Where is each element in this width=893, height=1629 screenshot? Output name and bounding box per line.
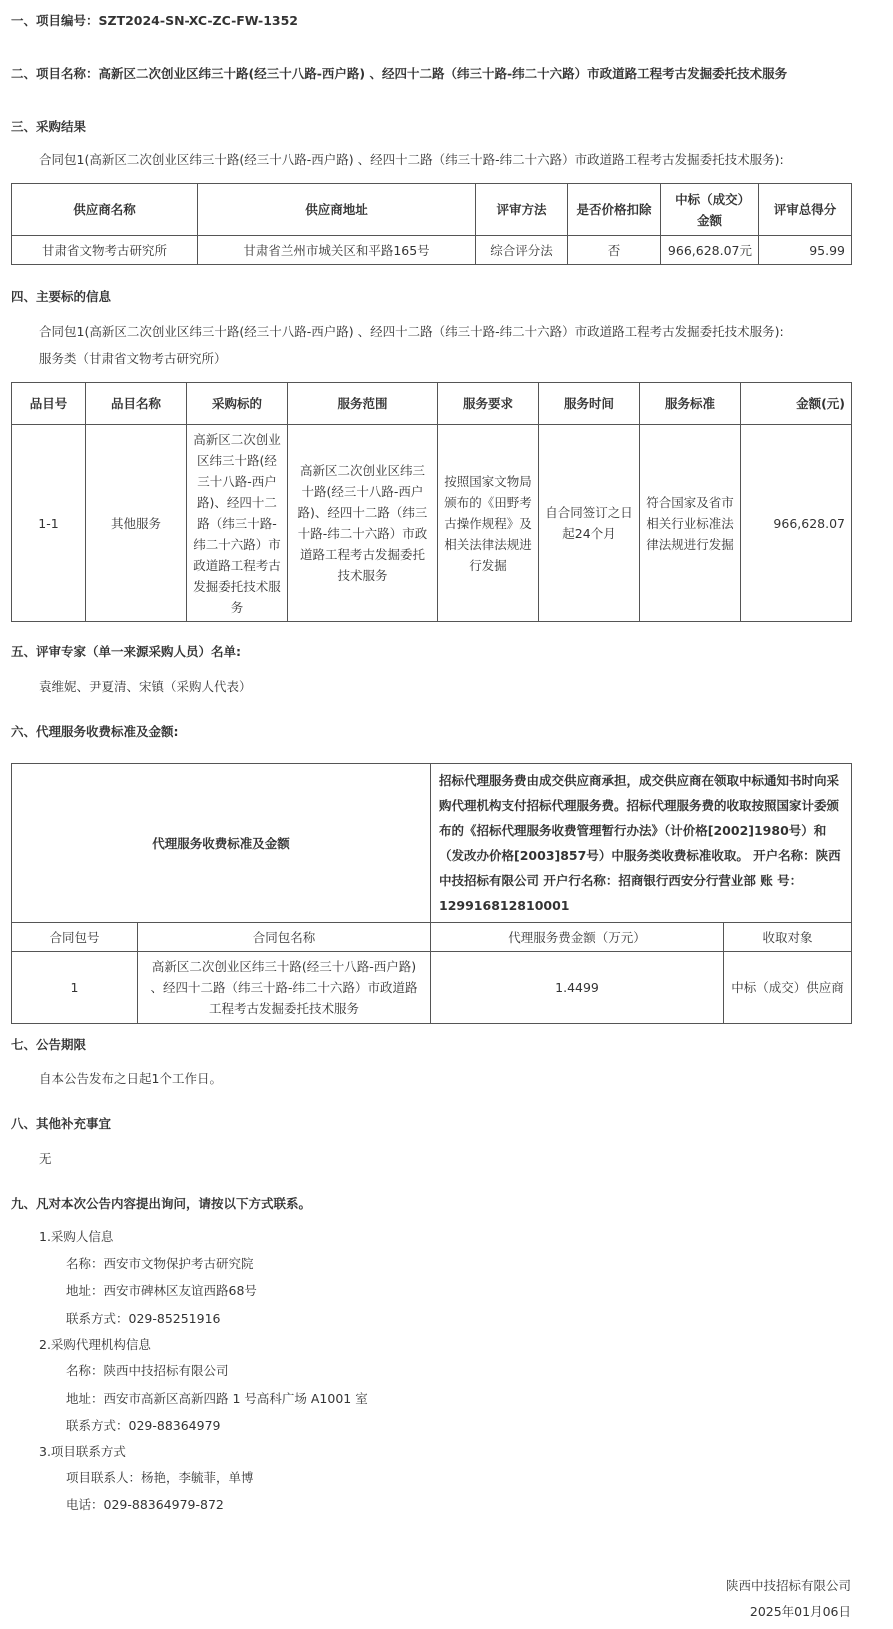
fee-standard-label: 代理服务收费标准及金额	[12, 764, 431, 923]
package-name: 高新区二次创业区纬三十路(经三十八路-西户路) 、经四十二路（纬三十路-纬二十六路）市政道路工程考古发掘委托技术服务	[138, 952, 431, 1024]
header-review-method: 评审方法	[476, 184, 568, 236]
table-header-row	[12, 184, 852, 236]
service-time: 自合同签订之日起24个月	[539, 425, 640, 622]
service-requirement: 按照国家文物局颁布的《田野考古操作规程》及相关法律法规进行发掘	[438, 425, 539, 622]
footer-company: 陕西中技招标有限公司	[725, 1578, 851, 1593]
purchase-result-intro: 合同包1(高新区二次创业区纬三十路(经三十八路-西户路) 、经四十二路（纬三十路-纬二十六路）市政道路工程考古发掘委托技术服务):	[39, 152, 784, 167]
header-package-no: 合同包号	[12, 923, 138, 952]
purchaser-title: 1.采购人信息	[39, 1229, 114, 1244]
purchaser-name: 名称：西安市文物保护考古研究院	[66, 1256, 254, 1271]
header-supplier-address: 供应商地址	[198, 184, 476, 236]
header-item-no: 品目号	[12, 383, 86, 425]
footer-date: 2025年01月06日	[749, 1604, 851, 1619]
supplementary-text: 无	[39, 1151, 52, 1166]
price-deduction: 否	[568, 236, 661, 265]
header-fee-amount: 代理服务费金额（万元）	[431, 923, 724, 952]
header-total-score: 评审总得分	[759, 184, 852, 236]
agency-name: 名称：陕西中技招标有限公司	[66, 1363, 229, 1378]
project-contact-title: 3.项目联系方式	[39, 1444, 126, 1459]
supplier-address: 甘肃省兰州市城关区和平路165号	[198, 236, 476, 265]
subject-text: 高新区二次创业区纬三十路(经三十八路-西户路)、经四十二路（纬三十路-纬二十六路）市政道路工程考古发掘委托技术服务	[187, 425, 288, 622]
purchaser-phone: 联系方式：029-85251916	[66, 1311, 221, 1326]
fee-standard-row	[12, 764, 852, 923]
experts-heading: 五、评审专家（单一来源采购人员）名单:	[11, 644, 241, 659]
service-standard: 符合国家及省市相关行业标准法律法规进行发掘	[640, 425, 741, 622]
item-name: 其他服务	[86, 425, 187, 622]
header-payer: 收取对象	[724, 923, 852, 952]
header-award-amount: 中标（成交）金额	[661, 184, 759, 236]
table-row	[12, 952, 852, 1024]
header-supplier-name: 供应商名称	[12, 184, 198, 236]
table-row	[12, 236, 852, 265]
supplier-table	[11, 183, 852, 265]
main-subject-heading: 四、主要标的信息	[11, 289, 112, 304]
header-service-requirement: 服务要求	[438, 383, 539, 425]
header-package-name: 合同包名称	[138, 923, 431, 952]
notice-period-heading: 七、公告期限	[11, 1037, 87, 1052]
total-score: 95.99	[759, 236, 852, 265]
header-item-name: 品目名称	[86, 383, 187, 425]
header-amount: 金额(元)	[741, 383, 852, 425]
award-amount: 966,628.07元	[661, 236, 759, 265]
fee-standard-description: 招标代理服务费由成交供应商承担，成交供应商在领取中标通知书时向采购代理机构支付招标代理服务费。招标代理服务费的收取按照国家计委颁布的《招标代理服务收费管理暂行办法》（计价格[2002]1980号）和（发改办价格[2003]857号）中服务类收费标准收取。 开户名称：陕西中技招标有限公司 开户行名称：招商银行西安分行营业部 账 号：129916812810001	[431, 764, 852, 923]
agency-title: 2.采购代理机构信息	[39, 1337, 151, 1352]
project-number: 一、项目编号：SZT2024-SN-XC-ZC-FW-1352	[11, 13, 298, 28]
agency-fee-heading: 六、代理服务收费标准及金额:	[11, 724, 179, 739]
project-contact-phone: 电话：029-88364979-872	[66, 1497, 224, 1512]
header-subject: 采购标的	[187, 383, 288, 425]
item-no: 1-1	[12, 425, 86, 622]
package-no: 1	[12, 952, 138, 1024]
notice-period-text: 自本公告发布之日起1个工作日。	[39, 1071, 222, 1086]
project-contact-people: 项目联系人：杨艳，李毓菲，单博	[66, 1470, 254, 1485]
subject-table	[11, 382, 852, 622]
table-header-row	[12, 923, 852, 952]
review-method: 综合评分法	[476, 236, 568, 265]
main-subject-intro: 合同包1(高新区二次创业区纬三十路(经三十八路-西户路) 、经四十二路（纬三十路-纬二十六路）市政道路工程考古发掘委托技术服务):	[39, 324, 784, 339]
agency-address: 地址：西安市高新区高新四路 1 号高科广场 A1001 室	[66, 1391, 368, 1406]
header-service-time: 服务时间	[539, 383, 640, 425]
service-category: 服务类（甘肃省文物考古研究所）	[39, 351, 227, 366]
purchaser-address: 地址：西安市碑林区友谊西路68号	[66, 1283, 257, 1298]
supplier-name: 甘肃省文物考古研究所	[12, 236, 198, 265]
service-scope: 高新区二次创业区纬三十路(经三十八路-西户路)、经四十二路（纬三十路-纬二十六路）市政道路工程考古发掘委托技术服务	[288, 425, 438, 622]
fee-amount: 1.4499	[431, 952, 724, 1024]
fee-payer: 中标（成交）供应商	[724, 952, 852, 1024]
table-row	[12, 425, 852, 622]
header-service-scope: 服务范围	[288, 383, 438, 425]
agency-fee-table	[11, 763, 852, 1024]
header-price-deduction: 是否价格扣除	[568, 184, 661, 236]
table-header-row	[12, 383, 852, 425]
purchase-result-heading: 三、采购结果	[11, 119, 87, 134]
item-amount: 966,628.07	[741, 425, 852, 622]
agency-phone: 联系方式：029-88364979	[66, 1418, 221, 1433]
contact-heading: 九、凡对本次公告内容提出询问，请按以下方式联系。	[11, 1196, 312, 1211]
project-name: 二、项目名称：高新区二次创业区纬三十路(经三十八路-西户路) 、经四十二路（纬三十路-纬二十六路）市政道路工程考古发掘委托技术服务	[11, 66, 788, 81]
supplementary-heading: 八、其他补充事宜	[11, 1116, 112, 1131]
header-service-standard: 服务标准	[640, 383, 741, 425]
experts-list: 袁维妮、尹夏清、宋镇（采购人代表）	[39, 679, 252, 694]
